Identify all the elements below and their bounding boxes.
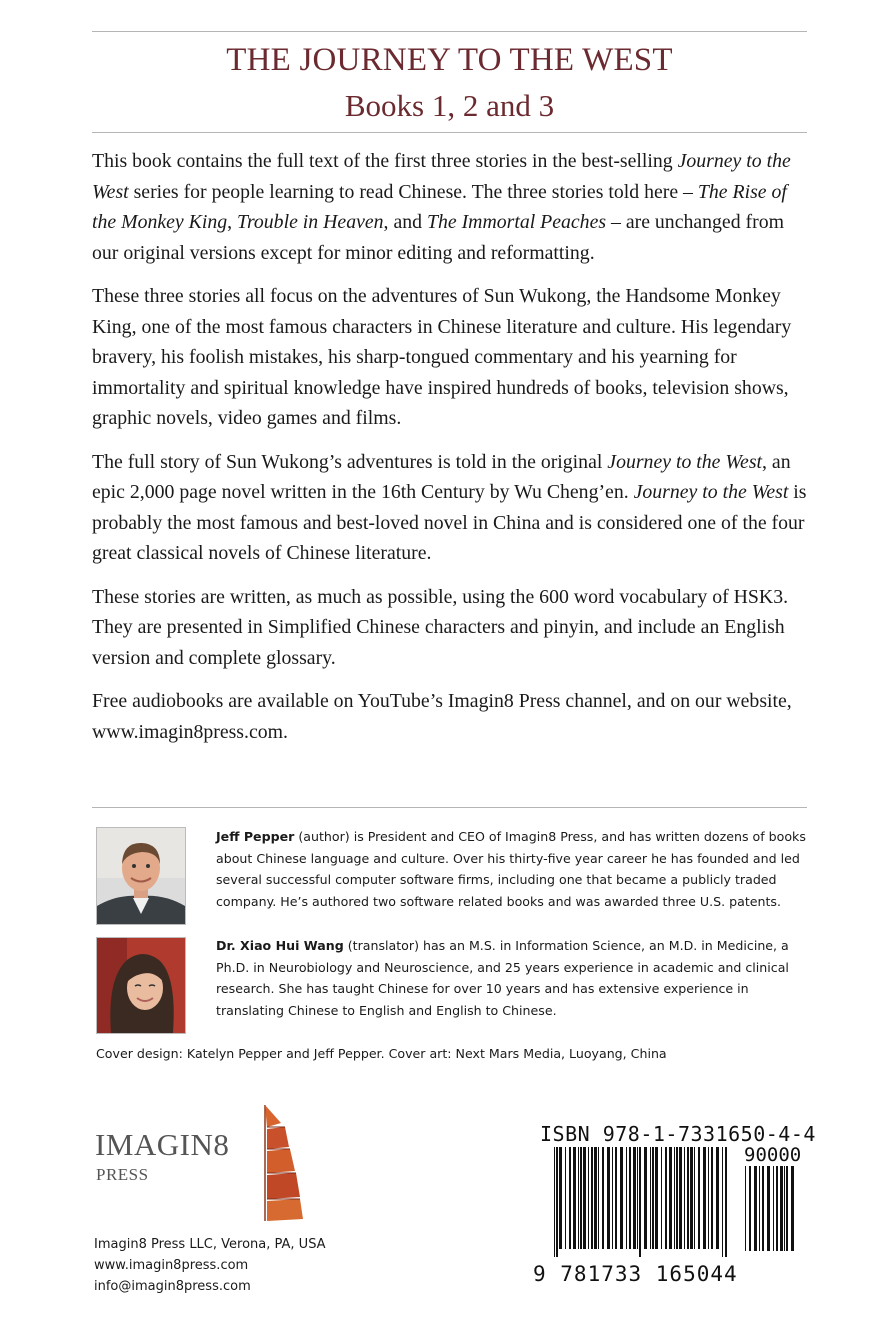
- author-photo: [96, 827, 186, 925]
- book-subtitle: Books 1, 2 and 3: [344, 88, 555, 123]
- cover-credits: Cover design: Katelyn Pepper and Jeff Pepper. Cover art: Next Mars Media, Luoyang, China: [96, 1046, 667, 1061]
- bio-divider: [92, 807, 807, 808]
- description-paragraph-5: Free audiobooks are available on YouTube’s Imagin8 Press channel, and on our website, www.imagin8press.com.: [92, 690, 792, 743]
- publisher-website[interactable]: www.imagin8press.com: [94, 1258, 249, 1273]
- price-addon-barcode: [744, 1166, 796, 1259]
- ean-barcode: [553, 1147, 729, 1257]
- book-title: THE JOURNEY TO THE WEST: [226, 42, 673, 78]
- description-paragraph-4: These stories are written, as much as possible, using the 600 word vocabulary of HSK3. They are presented in Simplified Chinese characters and pinyin, and include an English version and complete glossary.: [92, 585, 789, 669]
- translator-bio: Dr. Xiao Hui Wang (translator) has an M.S. in Information Science, an M.D. in Medicine, a Ph.D. in Neurobiology and Neuroscience, and 25 years experience in academic and clinical research. She has taught Chinese for over 10 years and has extensive experience in translating Chinese to English and English to Chinese.: [216, 938, 789, 1018]
- description: [92, 146, 812, 760]
- publisher-contact: [94, 1234, 326, 1297]
- title-divider: [92, 132, 807, 133]
- ean-digits: 9 781733 165044: [533, 1262, 738, 1286]
- publisher-logo-sub: PRESS: [96, 1165, 149, 1184]
- junk-sail-logo-icon: [255, 1103, 305, 1223]
- isbn-label: ISBN 978-1-7331650-4-4: [540, 1122, 816, 1146]
- description-paragraph-3: The full story of Sun Wukong’s adventures is told in the original Journey to the West, an epic 2,000 page novel written in the 16th Century by Wu Cheng’en. Journey to the West is probably the most famous and best-loved novel in China and is considered one of the four great classical novels of Chinese literature.: [92, 450, 807, 564]
- top-divider: [92, 31, 807, 32]
- author-bio: Jeff Pepper (author) is President and CEO of Imagin8 Press, and has written dozens of books about Chinese language and culture. Over his thirty-five year career he has founded and led several successful computer software firms, including one that became a publicly traded company. He’s authored two software related books and was awarded three U.S. patents.: [216, 829, 806, 909]
- publisher-address: Imagin8 Press LLC, Verona, PA, USA: [94, 1237, 326, 1252]
- publisher-email[interactable]: info@imagin8press.com: [94, 1279, 251, 1294]
- translator-photo: [96, 937, 186, 1034]
- description-paragraph-2: These three stories all focus on the adventures of Sun Wukong, the Handsome Monkey King, one of the most famous characters in Chinese literature and culture. His legendary bravery, his foolish mistakes, his sharp-tongued commentary and his yearning for immortality and spiritual knowledge have inspired hundreds of books, television shows, graphic novels, video games and films.: [92, 285, 792, 429]
- price-code: 90000: [744, 1144, 802, 1166]
- description-paragraph-1: This book contains the full text of the first three stories in the best-selling Journey to the West series for people learning to read Chinese. The three stories told here – The Rise of the Monkey King, Trouble in Heaven, and The Immortal Peaches – are unchanged from our original versions except for minor editing and reformatting.: [92, 150, 791, 264]
- publisher-logo-name: IMAGIN8: [95, 1127, 230, 1162]
